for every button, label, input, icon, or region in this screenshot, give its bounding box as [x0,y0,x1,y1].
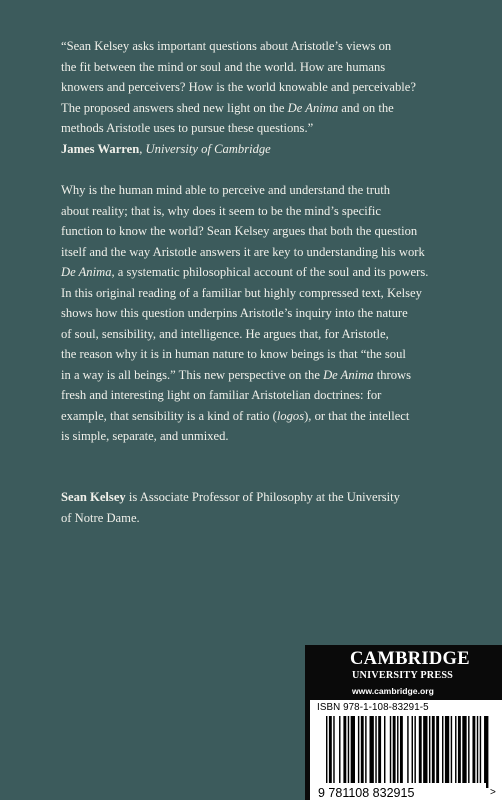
barcode-bar [423,716,427,788]
blurb-text: itself and the way Aristotle answers it are key to understanding his work [61,244,425,259]
barcode-bar [378,716,381,788]
blurb-line [61,385,481,406]
barcode-bar [339,716,340,788]
book-title-italic: De Anima [61,265,112,279]
barcode-bar [480,716,481,788]
barcode-bar [451,716,452,788]
isbn-number: ISBN 978-1-108-83291-5 [317,702,429,713]
barcode-bar [445,716,449,788]
bio-text: of Notre Dame. [61,510,140,525]
quote-affiliation: University of Cambridge [145,141,271,156]
quote-line [61,57,481,78]
quote-author: James Warren [61,141,140,156]
svg-text:>: > [490,787,496,798]
greek-term-italic: logos [276,408,305,423]
barcode-bar [414,716,415,788]
barcode-bar [407,716,408,788]
barcode-bar [432,716,435,788]
quote-line [61,118,481,139]
barcode-bar [429,716,430,788]
blurb-line [61,201,481,222]
blurb-line [61,283,481,304]
bio-line [61,487,481,508]
publisher-press: UNIVERSITY PRESS [352,670,454,681]
blurb-line [61,344,481,365]
barcode-bar [472,716,475,788]
quote-text: knowers and perceivers? How is the world knowable and perceivable? [61,80,416,94]
blurb-text: Why is the human mind able to perceive and understand the truth [61,183,391,197]
barcode-icon [310,714,502,800]
author-name: Sean Kelsey [61,490,126,504]
barcode-bar [412,716,413,788]
endorsement-quote [61,36,481,159]
blurb-text: example, that sensibility is a kind of ratio ( [61,408,277,423]
barcode-bar [455,716,456,788]
barcode-bar [375,716,376,788]
blurb-text: ), or that the intellect [304,408,410,423]
quote-attribution: James Warren, University of Cambridge [61,141,271,156]
blurb-line [61,426,481,447]
publisher-box [305,645,502,800]
barcode-bar [419,716,422,788]
blurb-line [61,365,481,386]
barcode-bar [326,716,327,788]
publisher-url: www.cambridge.org [352,686,434,696]
barcode-bar [390,716,391,788]
blurb-text: , a systematic philosophical account of the soul and its powers. [111,265,429,279]
barcode-bar [484,716,488,788]
blurb-line [61,242,481,263]
bio-line [61,508,481,529]
barcode-bar [365,716,366,788]
barcode-bar [477,716,478,788]
blurb-line [61,221,481,242]
author-bio [61,487,481,528]
quote-text: and on the [338,100,394,115]
quote-line [61,77,481,98]
quote-text: the fit between the mind or soul and the world. How are humans [61,59,386,74]
blurb-line [61,180,481,201]
book-description [61,180,481,447]
barcode-bar [384,716,385,788]
blurb-text: is simple, separate, and unmixed. [61,429,229,443]
barcode-bar [468,716,469,788]
blurb-text: function to know the world? Sean Kelsey argues that both the question [61,224,418,238]
quote-line [61,36,481,57]
blurb-text: the reason why it is in human nature to know beings is that “the soul [61,347,406,361]
quote-text: The proposed answers shed new light on the [61,100,288,115]
barcode-bar [397,716,398,788]
blurb-text: shows how this question underpins Aristotle’s inquiry into the nature [61,306,408,320]
barcode-bar [442,716,443,788]
barcode-bar [329,716,332,788]
barcode-bar [351,716,355,788]
blurb-text: throws [373,367,412,382]
barcode-bar [348,716,349,788]
blurb-line [61,324,481,345]
barcode-bar [361,716,364,788]
blurb-line [61,406,481,427]
bio-text: is Associate Professor of Philosophy at the University [125,490,400,504]
barcode-bar [400,716,403,788]
blurb-text: fresh and interesting light on familiar Aristotelian doctrines: for [61,388,382,402]
quote-text: methods Aristotle uses to pursue these questions.” [61,121,314,135]
blurb-text: about reality; that is, why does it seem to be the mind’s specific [61,203,382,218]
barcode-bar [333,716,334,788]
blurb-text: In this original reading of a familiar but highly compressed text, Kelsey [61,285,422,300]
barcode-bar [462,716,466,788]
barcode-bar [358,716,359,788]
blurb-text: of soul, sensibility, and intelligence. He argues that, for Aristotle, [61,326,389,341]
quote-line [61,98,481,119]
blurb-line [61,303,481,324]
barcode-bar [343,716,346,788]
publisher-name: CAMBRIDGE [350,649,470,669]
blurb-text: in a way is all beings.” This new perspective on the [61,367,324,382]
barcode-bar [436,716,439,788]
book-title-italic: De Anima [323,367,374,382]
blurb-line [61,262,481,283]
barcode-bar [393,716,396,788]
barcode-bar [458,716,461,788]
quote-text: “Sean Kelsey asks important questions about Aristotle’s views on [61,39,392,53]
barcode-panel [310,700,502,800]
barcode-digits: 9 781108 832915 [318,786,415,800]
barcode-bar [370,716,374,788]
book-title-italic: De Anima [287,100,339,115]
